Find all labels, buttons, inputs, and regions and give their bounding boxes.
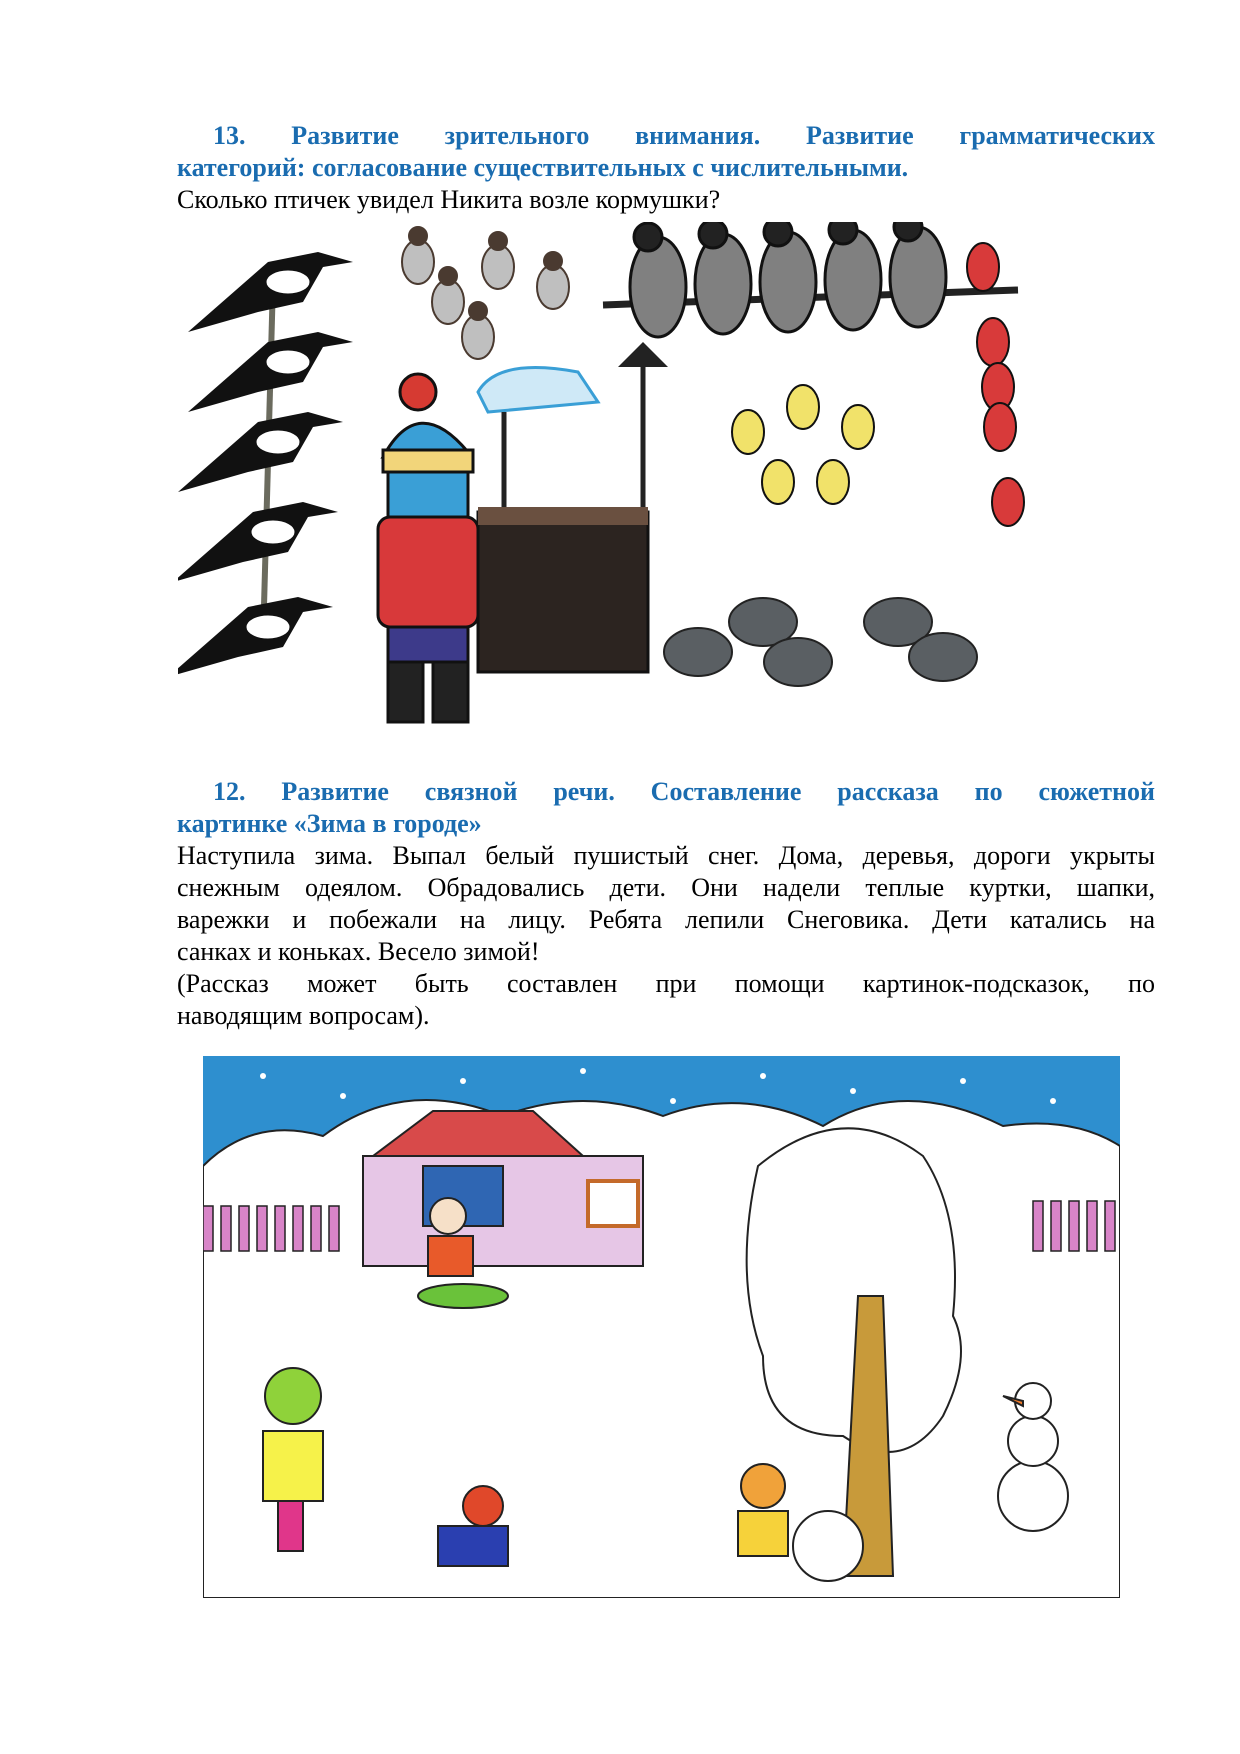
magpie-icon bbox=[178, 252, 353, 677]
sparrow-icon bbox=[402, 227, 569, 359]
story-text: Наступила зима. Выпал белый пушистый снег. Дома, деревья, дороги укрыты снежным одеялом. Обрадовались дети. Они надели теплые куртки, шапки, варежки и побежали на лицу. Ребята лепили Снеговика. Дети катались на санках и коньках. Весело зимой! (Рассказ может быть составлен при помощи картинок-подсказок, по наводящим вопросам). bbox=[177, 841, 1155, 1030]
section-13-heading bbox=[177, 120, 1155, 184]
section-12-heading-line2: картинке «Зима в городе» bbox=[177, 809, 482, 838]
bird-feeder-illustration bbox=[478, 342, 668, 672]
section-12-heading-line1: 12. Развитие связной речи. Составление рассказа по сюжетной bbox=[213, 777, 1155, 806]
bullfinch-icon bbox=[967, 243, 1024, 526]
birds-feeder-illustration bbox=[178, 222, 1158, 742]
crow-icon bbox=[603, 222, 1018, 337]
section-13-heading-line2: категорий: согласование существительных с числительными. bbox=[177, 153, 909, 182]
boy-nikita-illustration bbox=[378, 374, 478, 722]
winter-scene-illustration bbox=[203, 1056, 1120, 1598]
pigeon-icon bbox=[664, 598, 977, 686]
section-12-heading bbox=[177, 776, 1155, 840]
section-13-question: Сколько птичек увидел Никита возле кормушки? bbox=[177, 185, 721, 214]
section-13-heading-line1: 13. Развитие зрительного внимания. Развитие грамматических bbox=[213, 121, 1155, 150]
tit-icon bbox=[732, 385, 874, 504]
